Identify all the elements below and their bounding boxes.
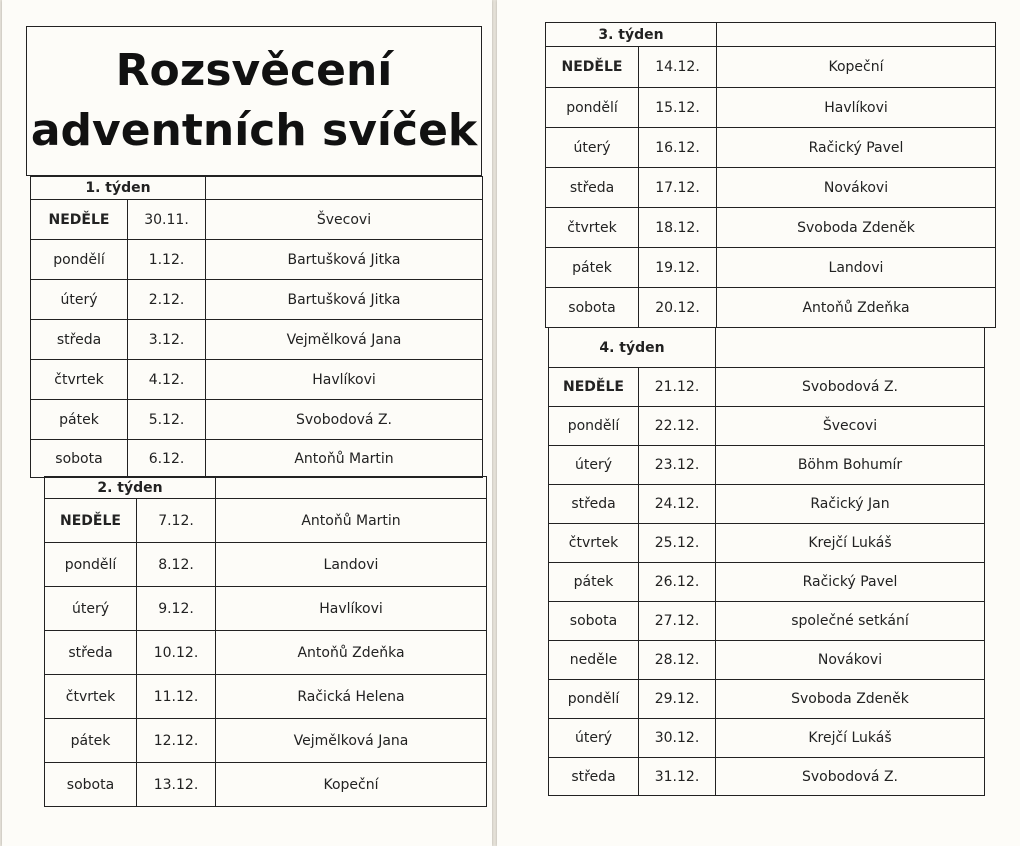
- day-cell: NEDĚLE: [549, 368, 639, 407]
- name-cell: Antoňů Zdeňka: [717, 288, 996, 328]
- date-cell: 11.12.: [137, 675, 216, 719]
- week-2-header-blank: [216, 477, 487, 499]
- week-1-header-blank: [206, 177, 483, 200]
- day-cell: středa: [546, 168, 639, 208]
- date-cell: 8.12.: [137, 543, 216, 587]
- day-cell: sobota: [45, 763, 137, 807]
- name-cell: Svobodová Z.: [716, 758, 985, 796]
- date-cell: 2.12.: [128, 280, 206, 320]
- date-cell: 3.12.: [128, 320, 206, 360]
- date-cell: 4.12.: [128, 360, 206, 400]
- date-cell: 30.12.: [639, 719, 716, 758]
- date-cell: 21.12.: [639, 368, 716, 407]
- day-cell: pátek: [31, 400, 128, 440]
- date-cell: 7.12.: [137, 499, 216, 543]
- name-cell: Račický Pavel: [717, 128, 996, 168]
- day-cell: úterý: [45, 587, 137, 631]
- day-cell: úterý: [546, 128, 639, 168]
- date-cell: 10.12.: [137, 631, 216, 675]
- week-4-header: 4. týden: [549, 328, 716, 368]
- week-1-header: 1. týden: [31, 177, 206, 200]
- date-cell: 9.12.: [137, 587, 216, 631]
- day-cell: úterý: [31, 280, 128, 320]
- day-cell: čtvrtek: [546, 208, 639, 248]
- date-cell: 24.12.: [639, 485, 716, 524]
- day-cell: středa: [549, 485, 639, 524]
- date-cell: 6.12.: [128, 440, 206, 478]
- day-cell: úterý: [549, 719, 639, 758]
- day-cell: pondělí: [549, 680, 639, 719]
- day-cell: pondělí: [549, 407, 639, 446]
- date-cell: 16.12.: [639, 128, 717, 168]
- name-cell: Svoboda Zdeněk: [717, 208, 996, 248]
- name-cell: Landovi: [216, 543, 487, 587]
- title-line-2: adventních svíček: [30, 105, 478, 156]
- week-4-table: [548, 327, 985, 796]
- name-cell: Landovi: [717, 248, 996, 288]
- date-cell: 5.12.: [128, 400, 206, 440]
- name-cell: Krejčí Lukáš: [716, 719, 985, 758]
- name-cell: Krejčí Lukáš: [716, 524, 985, 563]
- name-cell: Vejmělková Jana: [206, 320, 483, 360]
- name-cell: Havlíkovi: [206, 360, 483, 400]
- day-cell: čtvrtek: [31, 360, 128, 400]
- date-cell: 26.12.: [639, 563, 716, 602]
- day-cell: čtvrtek: [45, 675, 137, 719]
- day-cell: pondělí: [31, 240, 128, 280]
- week-3-table: [545, 22, 996, 328]
- name-cell: Račický Jan: [716, 485, 985, 524]
- day-cell: středa: [549, 758, 639, 796]
- date-cell: 15.12.: [639, 88, 717, 128]
- name-cell: Vejmělková Jana: [216, 719, 487, 763]
- date-cell: 27.12.: [639, 602, 716, 641]
- date-cell: 18.12.: [639, 208, 717, 248]
- week-3-header-blank: [717, 23, 996, 47]
- day-cell: pondělí: [45, 543, 137, 587]
- day-cell: sobota: [549, 602, 639, 641]
- week-3-header: 3. týden: [546, 23, 717, 47]
- day-cell: neděle: [549, 641, 639, 680]
- day-cell: čtvrtek: [549, 524, 639, 563]
- day-cell: pátek: [546, 248, 639, 288]
- name-cell: Antoňů Martin: [216, 499, 487, 543]
- day-cell: sobota: [546, 288, 639, 328]
- date-cell: 31.12.: [639, 758, 716, 796]
- name-cell: Bartušková Jitka: [206, 280, 483, 320]
- date-cell: 13.12.: [137, 763, 216, 807]
- date-cell: 19.12.: [639, 248, 717, 288]
- name-cell: Švecovi: [716, 407, 985, 446]
- week-1-table: [30, 176, 483, 478]
- name-cell: společné setkání: [716, 602, 985, 641]
- name-cell: Havlíkovi: [216, 587, 487, 631]
- name-cell: Novákovi: [716, 641, 985, 680]
- day-cell: NEDĚLE: [31, 200, 128, 240]
- name-cell: Böhm Bohumír: [716, 446, 985, 485]
- date-cell: 30.11.: [128, 200, 206, 240]
- date-cell: 22.12.: [639, 407, 716, 446]
- name-cell: Svobodová Z.: [716, 368, 985, 407]
- day-cell: NEDĚLE: [45, 499, 137, 543]
- date-cell: 23.12.: [639, 446, 716, 485]
- name-cell: Bartušková Jitka: [206, 240, 483, 280]
- day-cell: úterý: [549, 446, 639, 485]
- name-cell: Kopeční: [717, 47, 996, 88]
- name-cell: Svobodová Z.: [206, 400, 483, 440]
- title-box: [26, 26, 482, 176]
- date-cell: 28.12.: [639, 641, 716, 680]
- date-cell: 12.12.: [137, 719, 216, 763]
- day-cell: středa: [31, 320, 128, 360]
- date-cell: 25.12.: [639, 524, 716, 563]
- name-cell: Kopeční: [216, 763, 487, 807]
- name-cell: Antoňů Martin: [206, 440, 483, 478]
- week-2-table: [44, 476, 487, 807]
- day-cell: sobota: [31, 440, 128, 478]
- day-cell: pondělí: [546, 88, 639, 128]
- name-cell: Svoboda Zdeněk: [716, 680, 985, 719]
- date-cell: 14.12.: [639, 47, 717, 88]
- date-cell: 1.12.: [128, 240, 206, 280]
- name-cell: Antoňů Zdeňka: [216, 631, 487, 675]
- day-cell: pátek: [45, 719, 137, 763]
- name-cell: Račická Helena: [216, 675, 487, 719]
- date-cell: 17.12.: [639, 168, 717, 208]
- day-cell: NEDĚLE: [546, 47, 639, 88]
- name-cell: Novákovi: [717, 168, 996, 208]
- name-cell: Švecovi: [206, 200, 483, 240]
- date-cell: 20.12.: [639, 288, 717, 328]
- name-cell: Račický Pavel: [716, 563, 985, 602]
- title-line-1: Rozsvěcení: [115, 45, 393, 96]
- date-cell: 29.12.: [639, 680, 716, 719]
- week-2-header: 2. týden: [45, 477, 216, 499]
- day-cell: pátek: [549, 563, 639, 602]
- day-cell: středa: [45, 631, 137, 675]
- week-4-header-blank: [716, 328, 985, 368]
- name-cell: Havlíkovi: [717, 88, 996, 128]
